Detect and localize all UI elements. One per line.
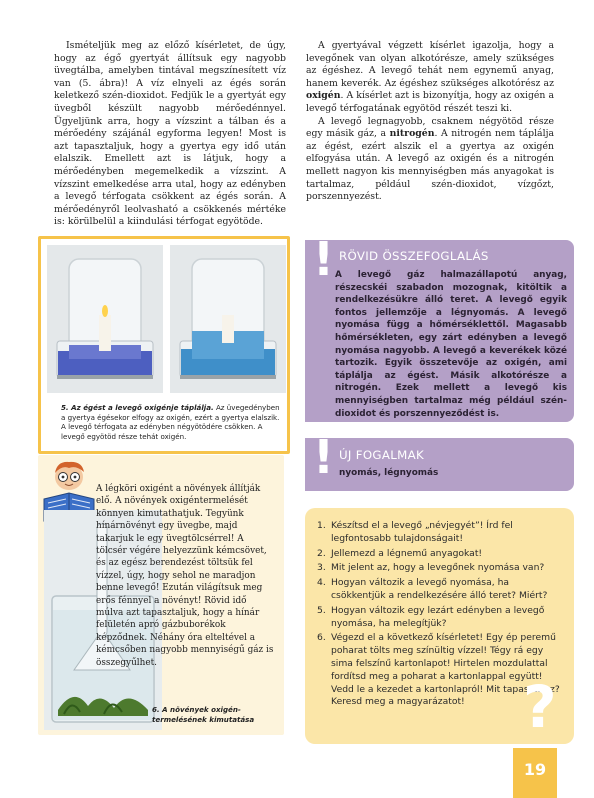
figure-5-photo-right [170,245,286,393]
candle-jar-illustration-left [47,245,163,393]
summary-title: RÖVID ÖSSZEFOGLALÁS [339,249,489,263]
new-concepts-title: ÚJ FOGALMAK [339,448,425,462]
figure-6-caption [152,705,278,724]
question-item: 4. Hogyan változik a levegő nyomása, ha csökkentjük a rendelkezésére álló teret? Miért? [317,577,548,601]
left-paragraph: Ismételjük meg az előző kísérletet, de úgy, hogy az égő gyertyát állítsuk egy nagyobb üvegtálba, amelyben tintával megszínesített víz van (5. ábra)! A víz elnyeli az égés során keletkező szén-dioxidot. Fedjük le a gyertyát egy üvegből készült nagyobb mérőedénnyel. Ügyeljünk arra, hogy a vízszint a tálban és a mérőedény szájánál egyforma legyen! Most is azt tapasztaljuk, hogy a gyertya egy idő után elalszik. Emellett azt is látjuk, hogy a mérőedényben megemelkedik a vízszint. A vízszint emelkedése arra utal, hogy az edényben a levegő térfogata csökkent az égés során. A mérőedényről leolvasható a csökkenés mértéke is: körülbelül a kiindulási térfogat egyötöde. [54,40,286,228]
question-item: 1. Készítsd el a levegő „névjegyét”! Írd fel legfontosabb tulajdonságait! [317,520,513,544]
page-number: 19 [523,760,547,779]
exclamation-icon: ! [313,232,334,286]
figure-5-caption: 5. Az égést a levegő oxigénje táplálja. Az üvegedényben a gyertya égésekor elfogy az oxigén, ezért a gyertya elalszik. A levegő térfogata az edényben négyötödére csökken. A levegő egyötöd része tehát oxigén. [61,403,280,441]
figure-5-caption-title: 5. Az égést a levegő oxigénje táplálja. [61,403,214,412]
keyword-oxygen: oxigén [306,90,341,102]
candle-jar-illustration-right [170,245,286,393]
right-paragraph-1: A gyertyával végzett kísérlet igazolja, hogy a levegőnek van olyan alkotórésze, amely szükséges az égéshez. A levegő tehát nem egynemű anyag, hanem keverék. Az égéshez szükséges alkotórész az oxigén. A kísérlet azt is bizonyítja, hogy az oxigén a levegő térfogatának egyötöd részét teszi ki. [306,40,554,114]
left-text-column [54,40,286,229]
new-concepts-box [305,430,574,491]
questions-box [305,508,574,744]
question-item: 6. Végezd el a következő kísérletet! Egy ép peremű poharat tölts meg színültig vízzel! Tégy rá egy sima felszínű kartonlapot! Hirtelen mozdulattal fordítsd meg a poharat a kartonlappal együtt! Vedd le a kezedet a kartonlapról! Mit tapasztalsz? Keresd meg a magyarázatot! [317,632,560,708]
question-mark-icon: ? [523,673,557,741]
plant-experiment-text: A légköri oxigént a növények állítják elő. A növények oxigéntermelését könnyen kimutathatjuk. Tegyünk hínárnövényt egy üvegbe, majd takarjuk le egy üvegtölcsérrel! A tölcsér végére helyezzünk kémcsövet, és az egész berendezést töltsük fel vízzel, úgy, hogy sehol ne maradjon benne levegő! Ezután világítsuk meg erős fénnyel a növényt! Rövid idő múlva azt tapasztaljuk, hogy a hínár felületén apró gázbuborékok képződnek. Néhány óra elteltével a kémcsőben nagyobb mennyiségű gáz is összegyűlhet. [96,484,274,668]
question-item: 3. Mit jelent az, hogy a levegőnek nyomása van? [317,562,545,574]
keyword-nitrogen: nitrogén [389,128,435,140]
page-number-tab [513,748,557,798]
figure-6-caption-line-1: 6. A növények oxigén- [152,705,241,714]
question-item: 2. Jellemezd a légnemű anyagokat! [317,547,483,559]
figure-5-photo-left [47,245,163,393]
exclamation-icon: ! [313,430,334,484]
summary-box [305,232,574,422]
right-text-column [306,40,554,204]
right-paragraph-2: A levegő legnagyobb, csaknem négyötöd része egy másik gáz, a nitrogén. A nitrogén nem táplálja az égést, ezért alszik el a gyertya az oxigén elfogyása után. A levegő az oxigén és a nitrogén mellett nagyon kis mennyiségben más anyagokat is tartalmaz, például szén-dioxidot, vízgőzt, porszennyezést. [306,115,555,203]
summary-text: A levegő gáz halmazállapotú anyag, részecskéi szabadon mozognak, kitöltik a rendelkezésükre álló teret. A levegő egyik fontos jellemzője a légnyomás. A levegő nyomása függ a hőmérséklettől. Magasabb hőmérsékleten, egy zárt edényben a levegő nyomása nagyobb. A levegő a keverékek közé tartozik. Egyik összetevője az oxigén, ami táplálja az égést. Másik alkotórésze a nitrogén. Ezek mellett a levegő kis mennyiségben tartalmaz még például szén-dioxidot és porszennyeződést is. [335,270,567,419]
figure-6-caption-line-2: termelésének kimutatása [152,714,255,724]
figure-5-frame [38,236,290,454]
new-concepts-text: nyomás, légnyomás [339,468,439,478]
question-item: 5. Hogyan változik egy lezárt edényben a levegő nyomása, ha melegítjük? [317,604,545,629]
plant-experiment-box [38,455,284,735]
